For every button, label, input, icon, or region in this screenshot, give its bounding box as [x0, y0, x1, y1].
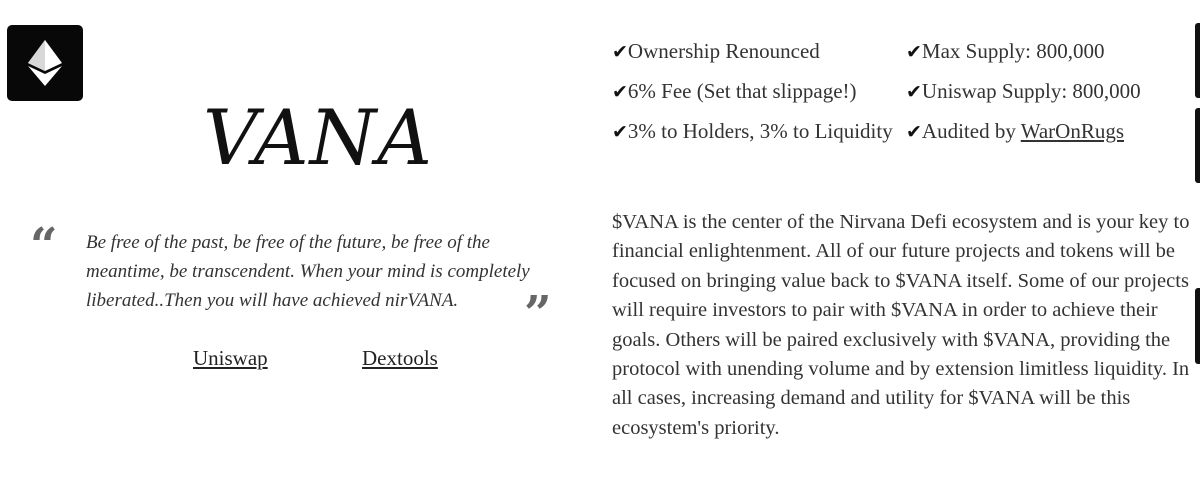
feature-item — [906, 115, 1197, 148]
dextools-link[interactable]: Dextools — [362, 346, 438, 370]
feature-item — [906, 35, 1197, 68]
ethereum-logo[interactable] — [7, 25, 83, 101]
ethereum-icon — [28, 40, 62, 86]
check-icon: ✔ — [906, 41, 922, 63]
open-quote-mark: “ — [30, 218, 58, 274]
check-icon: ✔ — [612, 41, 628, 63]
brand-title: VANA — [203, 93, 433, 182]
feature-item — [612, 115, 906, 148]
check-icon: ✔ — [612, 81, 628, 103]
close-quote-mark: ” — [524, 286, 552, 342]
uniswap-link[interactable]: Uniswap — [193, 346, 268, 370]
feature-text: Ownership Renounced — [627, 39, 820, 63]
edge-tab[interactable] — [1195, 23, 1200, 98]
edge-tab[interactable] — [1195, 288, 1200, 364]
feature-item — [612, 75, 906, 108]
check-icon: ✔ — [906, 81, 922, 103]
feature-item — [906, 75, 1197, 108]
feature-text: 6% Fee (Set that slippage!) — [627, 79, 857, 103]
feature-text: Max Supply: 800,000 — [921, 39, 1105, 63]
feature-item — [612, 35, 906, 68]
edge-tab[interactable] — [1195, 108, 1200, 183]
check-icon: ✔ — [906, 121, 922, 143]
feature-text: Uniswap Supply: 800,000 — [921, 79, 1141, 103]
ecosystem-description: $VANA is the center of the Nirvana Defi ecosystem and is your key to financial enlightenment. All of our future projects and tokens will be focused on bringing value back to $VANA itself. Some of our projects will require investors to pair with $VANA in order to achieve their goals. Others will be paired exclusively with $VANA, providing the protocol with unending volume and by extension limitless liquidity. In all cases, increasing demand and utility for $VANA will be this ecosystem's priority. — [612, 211, 1190, 439]
check-icon: ✔ — [612, 121, 628, 143]
feature-text: Audited by — [921, 119, 1021, 143]
waronrugs-link[interactable]: WarOnRugs — [1020, 119, 1125, 143]
feature-text: 3% to Holders, 3% to Liquidity — [627, 119, 893, 143]
feature-list — [612, 35, 1197, 155]
hero-quote: Be free of the past, be free of the future, be free of the meantime, be transcendent. When your mind is completely liberated..Then you will have achieved nirVANA. — [86, 232, 530, 311]
